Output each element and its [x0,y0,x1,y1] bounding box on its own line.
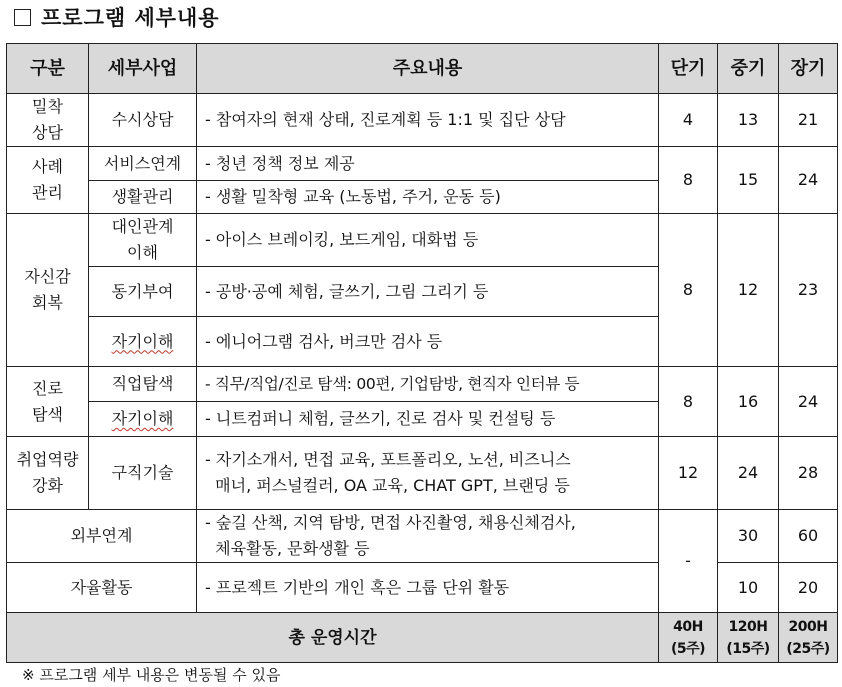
content-cell: - 공방·공예 체험, 글쓰기, 그림 그리기 등 [197,267,659,317]
header-short-term: 단기 [659,44,718,94]
total-short-value: 40H (5주) [670,618,706,657]
total-short-term [659,613,718,663]
short-term-cell: 8 [659,147,718,214]
total-row [7,613,838,663]
content-cell: - 에니어그램 검사, 버크만 검사 등 [197,317,659,367]
section-title-text: 프로그램 세부내용 [41,5,220,30]
content-text: - 숲길 산책, 지역 탐방, 면접 사진촬영, 채용신체검사, 체육활동, 문화생활 등 [205,513,576,558]
total-label: 총 운영시간 [7,613,659,663]
content-cell [197,437,659,510]
subproject-cell: 구직기술 [89,437,197,510]
table-header-row [7,44,838,94]
header-category: 구분 [7,44,89,94]
long-term-cell: 24 [779,147,838,214]
mid-term-cell: 15 [718,147,779,214]
content-text: - 자기소개서, 면접 교육, 포트폴리오, 노션, 비즈니스 매너, 퍼스널컬러, OA 교육, CHAT GPT, 브랜딩 등 [205,450,571,495]
subproject-cell: 서비스연계 [89,147,197,181]
mid-term-cell: 12 [718,214,779,367]
section-title [14,2,220,32]
category-cell [7,94,89,147]
subproject-cell: 동기부여 [89,267,197,317]
short-term-cell: 12 [659,437,718,510]
total-mid-value: 120H (15주) [726,618,770,657]
category-label: 진로 탐색 [32,378,63,424]
long-term-cell: 21 [779,94,838,147]
category-cell [7,367,89,437]
subproject-cell [89,402,197,437]
subproject-cell [89,317,197,367]
content-cell: - 아이스 브레이킹, 보드게임, 대화법 등 [197,214,659,267]
header-mid-term: 중기 [718,44,779,94]
table-row [7,510,838,563]
category-cell: 자율활동 [7,563,197,613]
subproject-label: 자기이해 [111,331,174,351]
content-cell [197,510,659,563]
mid-term-cell: 16 [718,367,779,437]
long-term-cell: 20 [779,563,838,613]
long-term-cell: 60 [779,510,838,563]
mid-term-cell: 30 [718,510,779,563]
content-cell: - 니트컴퍼니 체험, 글쓰기, 진로 검사 및 컨설팅 등 [197,402,659,437]
total-mid-term [718,613,779,663]
program-table [6,43,838,663]
long-term-cell: 28 [779,437,838,510]
content-cell: - 프로젝트 기반의 개인 혹은 그룹 단위 활동 [197,563,659,613]
long-term-cell: 23 [779,214,838,367]
long-term-cell: 24 [779,367,838,437]
mid-term-cell: 10 [718,563,779,613]
subproject-cell: 생활관리 [89,181,197,214]
table-row [7,94,838,147]
category-label: 밀착 상담 [32,97,63,142]
content-cell: - 생활 밀착형 교육 (노동법, 주거, 운동 등) [197,181,659,214]
content-cell: - 참여자의 현재 상태, 진로계획 등 1:1 및 집단 상담 [197,94,659,147]
subproject-cell: 수시상담 [89,94,197,147]
subproject-cell [89,214,197,267]
short-term-cell: 8 [659,367,718,437]
category-cell [7,147,89,214]
short-term-cell: 8 [659,214,718,367]
footnote: ※ 프로그램 세부 내용은 변동될 수 있음 [22,666,281,684]
content-cell: - 직무/직업/진로 탐색: 00편, 기업탐방, 현직자 인터뷰 등 [197,367,659,402]
short-term-cell: 4 [659,94,718,147]
subproject-label: 대인관계 이해 [111,217,174,262]
table-row [7,437,838,510]
table-row [7,214,838,267]
subproject-label: 자기이해 [111,409,174,428]
category-label: 자신감 회복 [24,267,71,312]
mid-term-cell: 24 [718,437,779,510]
category-label: 취업역량 강화 [16,450,79,495]
category-label: 사례 관리 [32,157,63,202]
header-subproject: 세부사업 [89,44,197,94]
short-term-cell: - [659,510,718,613]
content-cell: - 청년 정책 정보 제공 [197,147,659,181]
header-content: 주요내용 [197,44,659,94]
checkbox-icon [14,9,31,26]
mid-term-cell: 13 [718,94,779,147]
category-cell [7,437,89,510]
subproject-cell: 직업탐색 [89,367,197,402]
category-cell: 외부연계 [7,510,197,563]
header-long-term: 장기 [779,44,838,94]
category-cell [7,214,89,367]
total-long-term [779,613,838,663]
table-row [7,147,838,181]
table-row [7,367,838,402]
total-long-value: 200H (25주) [786,618,830,657]
